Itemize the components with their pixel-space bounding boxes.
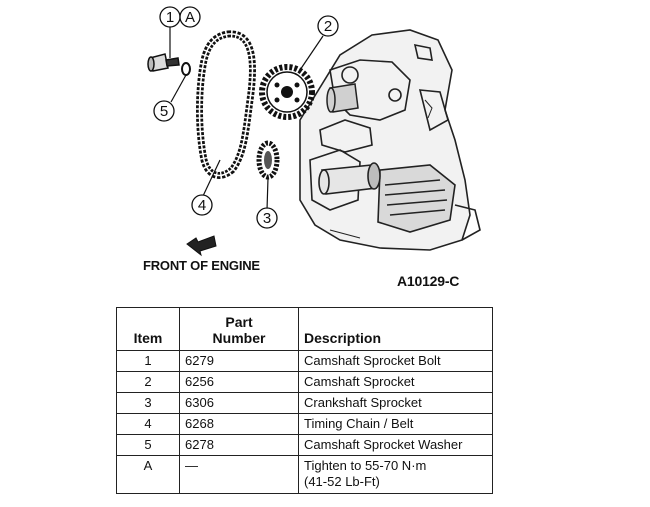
callout-1 (160, 7, 180, 27)
header-item: Item (117, 308, 180, 351)
header-part-number: Part Number (180, 308, 299, 351)
crankshaft-sprocket (259, 143, 277, 177)
camshaft-hub (327, 84, 358, 112)
front-of-engine-label: FRONT OF ENGINE (143, 258, 260, 273)
callout-4 (192, 195, 212, 215)
item-cell: 4 (117, 414, 180, 435)
part-number-cell: 6268 (180, 414, 299, 435)
table-row (117, 393, 493, 414)
table-row (117, 372, 493, 393)
camshaft-sprocket (262, 67, 312, 117)
description-cell: Tighten to 55-70 N·m (41-52 Lb-Ft) (299, 456, 493, 494)
part-number-cell: — (180, 456, 299, 494)
svg-text:2: 2 (323, 18, 333, 35)
description-cell: Camshaft Sprocket Bolt (299, 351, 493, 372)
figure-id: A10129-C (397, 273, 460, 289)
item-cell: A (117, 456, 180, 494)
arrow-icon (187, 236, 216, 255)
description-cell: Timing Chain / Belt (299, 414, 493, 435)
svg-text:5: 5 (159, 103, 169, 120)
item-cell: 2 (117, 372, 180, 393)
parts-table (116, 307, 493, 494)
table-row (117, 351, 493, 372)
item-cell: 3 (117, 393, 180, 414)
camshaft-bolt (148, 54, 179, 71)
svg-text:A: A (184, 9, 196, 26)
table-row (117, 456, 493, 494)
callout-A (180, 7, 200, 27)
description-cell: Crankshaft Sprocket (299, 393, 493, 414)
part-number-cell: 6306 (180, 393, 299, 414)
svg-text:4: 4 (197, 197, 207, 214)
table-row (117, 414, 493, 435)
svg-text:3: 3 (262, 210, 272, 227)
svg-text:1: 1 (165, 9, 175, 26)
callout-2 (318, 16, 338, 36)
callout-3 (257, 208, 277, 228)
table-row (117, 435, 493, 456)
header-description: Description (299, 308, 493, 351)
item-cell: 5 (117, 435, 180, 456)
part-number-cell: 6278 (180, 435, 299, 456)
engine-block (300, 30, 480, 250)
callout-5 (154, 101, 174, 121)
camshaft-washer (182, 63, 190, 75)
description-cell: Camshaft Sprocket Washer (299, 435, 493, 456)
part-number-cell: 6279 (180, 351, 299, 372)
description-cell: Camshaft Sprocket (299, 372, 493, 393)
table-header-row (117, 308, 493, 351)
item-cell: 1 (117, 351, 180, 372)
timing-chain (200, 34, 253, 176)
part-number-cell: 6256 (180, 372, 299, 393)
